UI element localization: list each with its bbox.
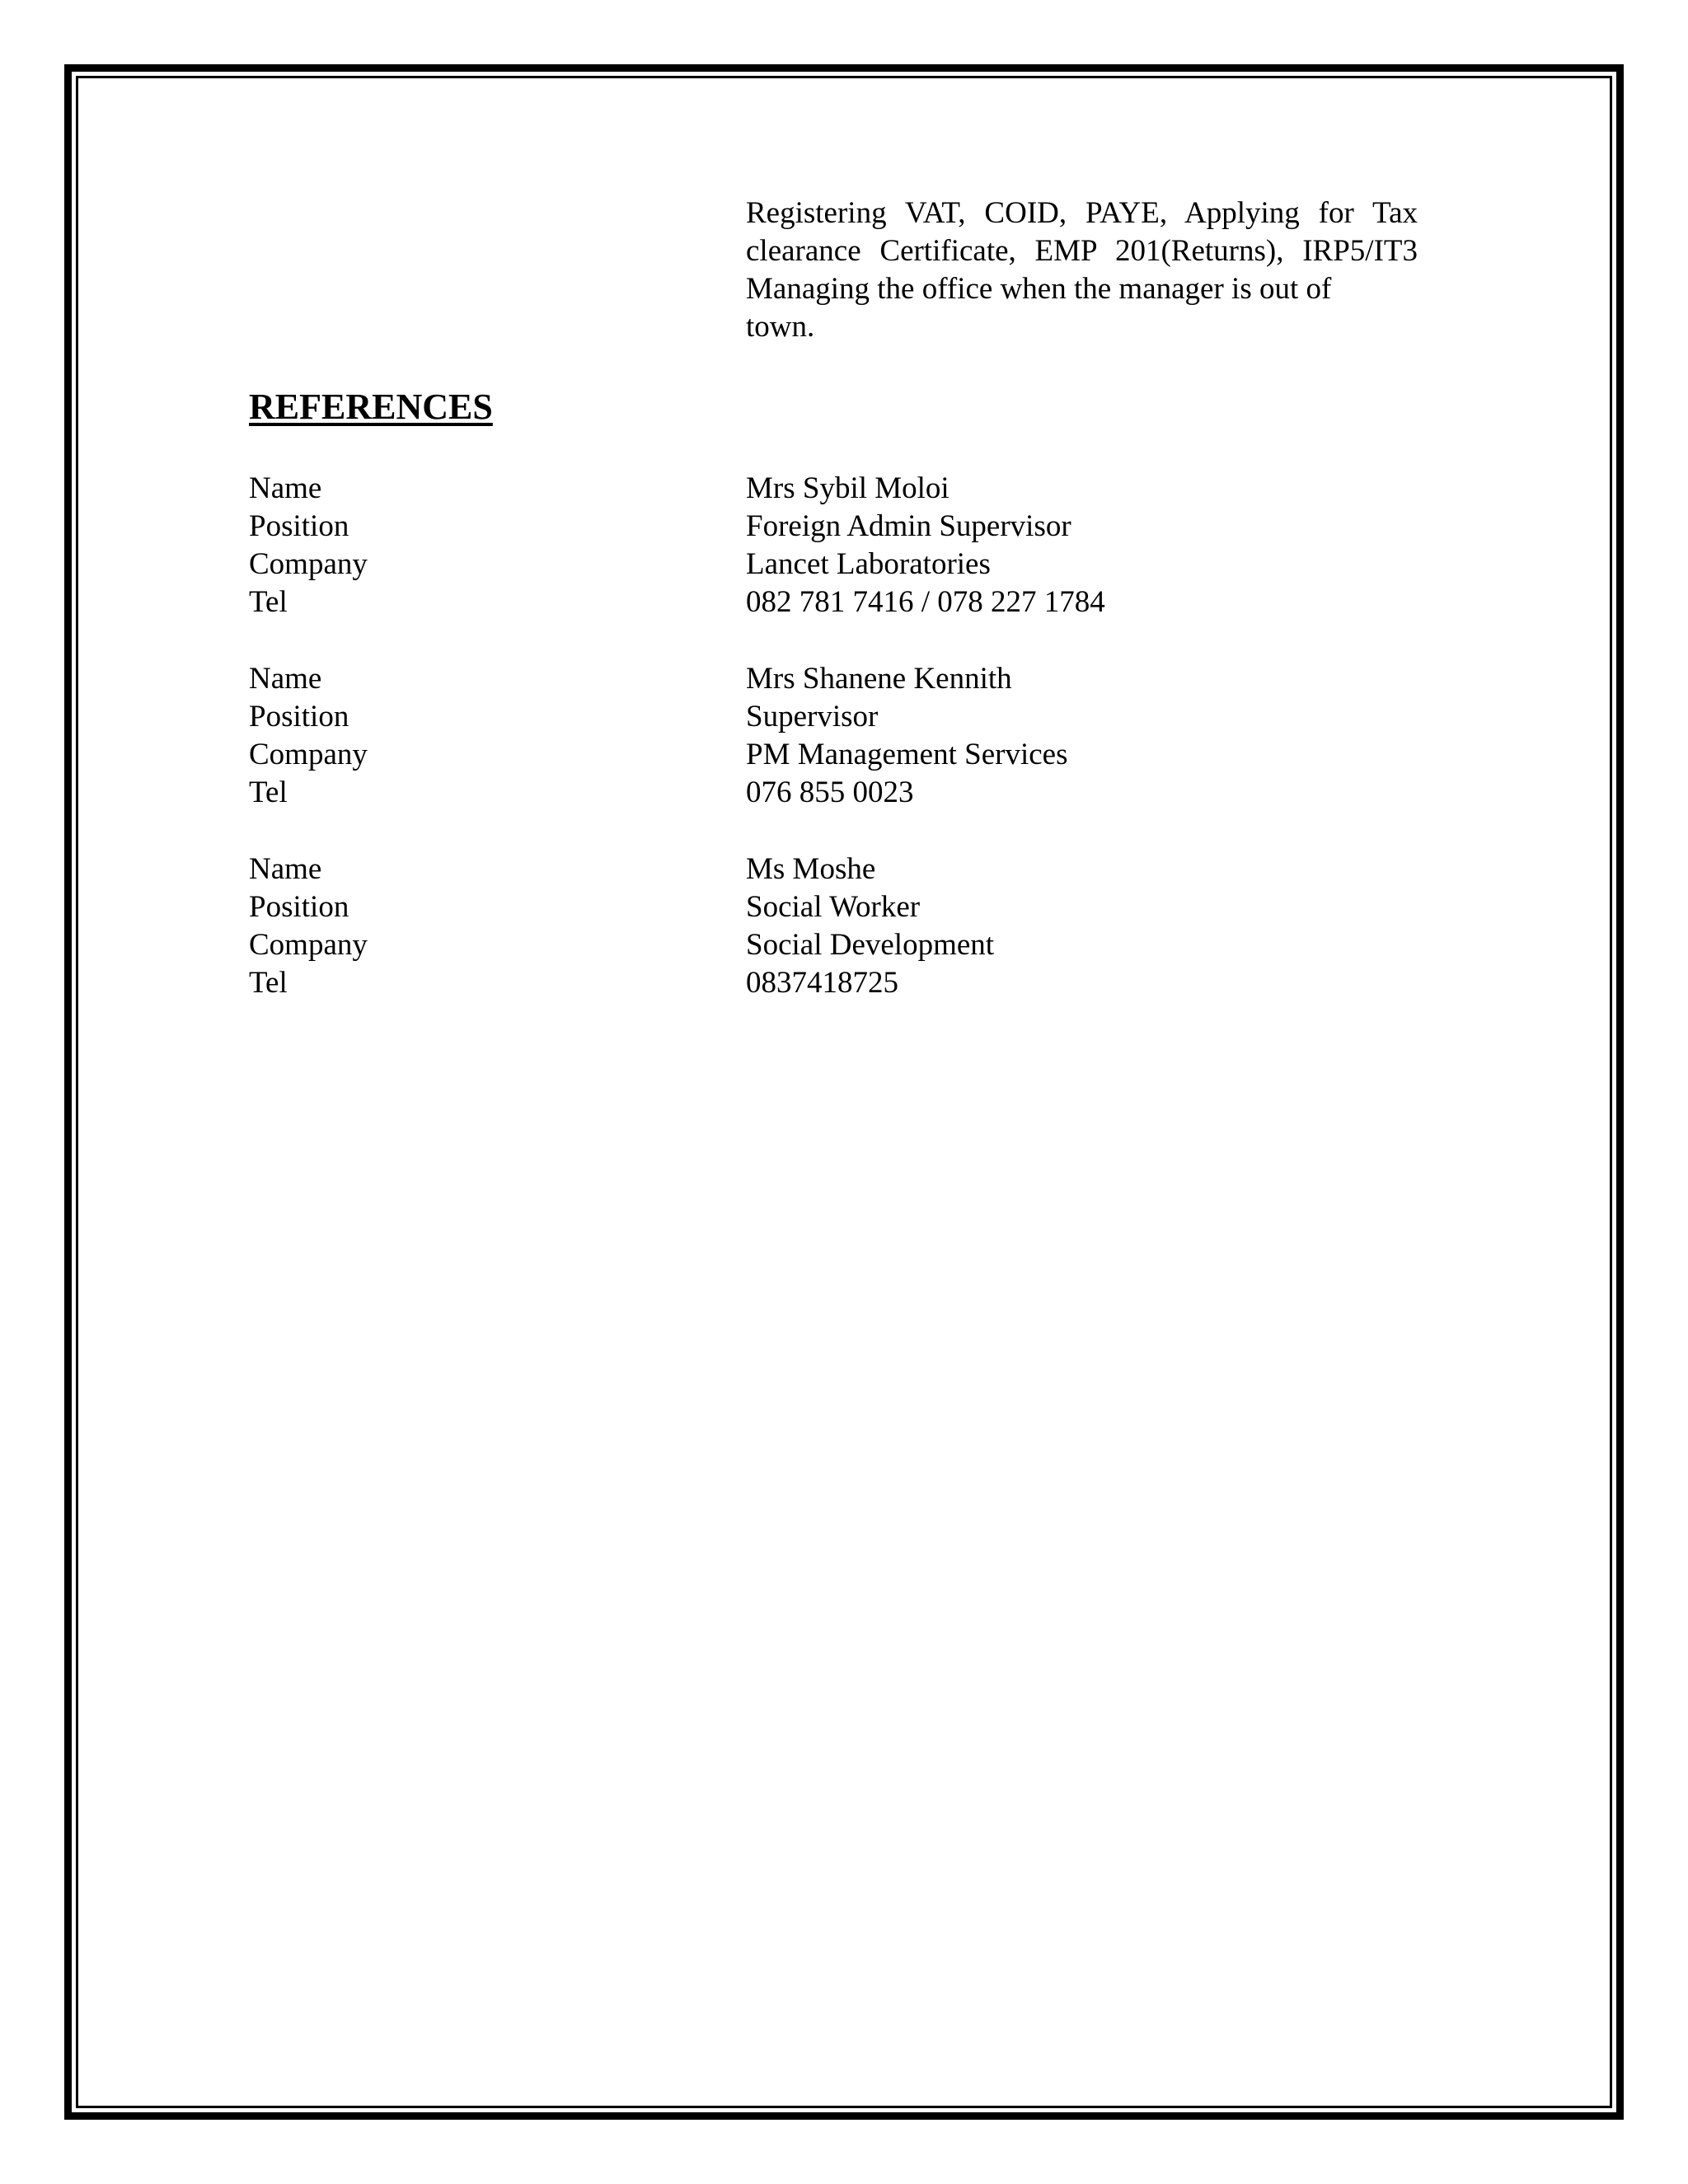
duties-line: town. (746, 310, 815, 344)
reference-company: Social Development (746, 928, 995, 962)
tel-label: Tel (249, 966, 288, 1000)
position-label: Position (249, 700, 349, 733)
reference-1-company-row (249, 546, 1485, 583)
name-label: Name (249, 852, 322, 886)
reference-3-tel-row (249, 964, 1485, 1002)
position-label: Position (249, 509, 349, 543)
reference-3-position-row (249, 888, 1485, 926)
name-label: Name (249, 662, 322, 696)
duties-line: Registering VAT, COID, PAYE, Applying for Tax (746, 196, 1418, 230)
reference-2-company-row (249, 736, 1485, 774)
reference-1-tel-row (249, 583, 1485, 621)
tel-label: Tel (249, 585, 288, 619)
tel-label: Tel (249, 776, 288, 809)
reference-1-position-row (249, 508, 1485, 546)
reference-tel: 076 855 0023 (746, 776, 914, 809)
reference-position: Foreign Admin Supervisor (746, 509, 1071, 543)
reference-3-name-row (249, 851, 1485, 888)
company-label: Company (249, 547, 368, 581)
reference-2-position-row (249, 698, 1485, 736)
company-label: Company (249, 738, 368, 771)
reference-3-company-row (249, 926, 1485, 964)
reference-tel: 082 781 7416 / 078 227 1784 (746, 585, 1105, 619)
reference-tel: 0837418725 (746, 966, 898, 1000)
duties-line: clearance Certificate, EMP 201(Returns), IRP5/IT3 (746, 234, 1418, 268)
duties-paragraph (746, 194, 1418, 346)
company-label: Company (249, 928, 368, 962)
reference-2-tel-row (249, 774, 1485, 812)
name-label: Name (249, 471, 322, 505)
reference-company: PM Management Services (746, 738, 1068, 771)
reference-position: Supervisor (746, 700, 879, 733)
reference-name: Mrs Shanene Kennith (746, 662, 1012, 696)
page-border-inner (76, 76, 1612, 2108)
reference-1-name-row (249, 470, 1485, 508)
reference-position: Social Worker (746, 890, 921, 924)
reference-2-name-row (249, 660, 1485, 698)
reference-name: Mrs Sybil Moloi (746, 471, 950, 505)
position-label: Position (249, 890, 349, 924)
references-heading: REFERENCES (249, 387, 493, 427)
reference-name: Ms Moshe (746, 852, 876, 886)
reference-company: Lancet Laboratories (746, 547, 991, 581)
duties-line: Managing the office when the manager is out of (746, 272, 1332, 306)
